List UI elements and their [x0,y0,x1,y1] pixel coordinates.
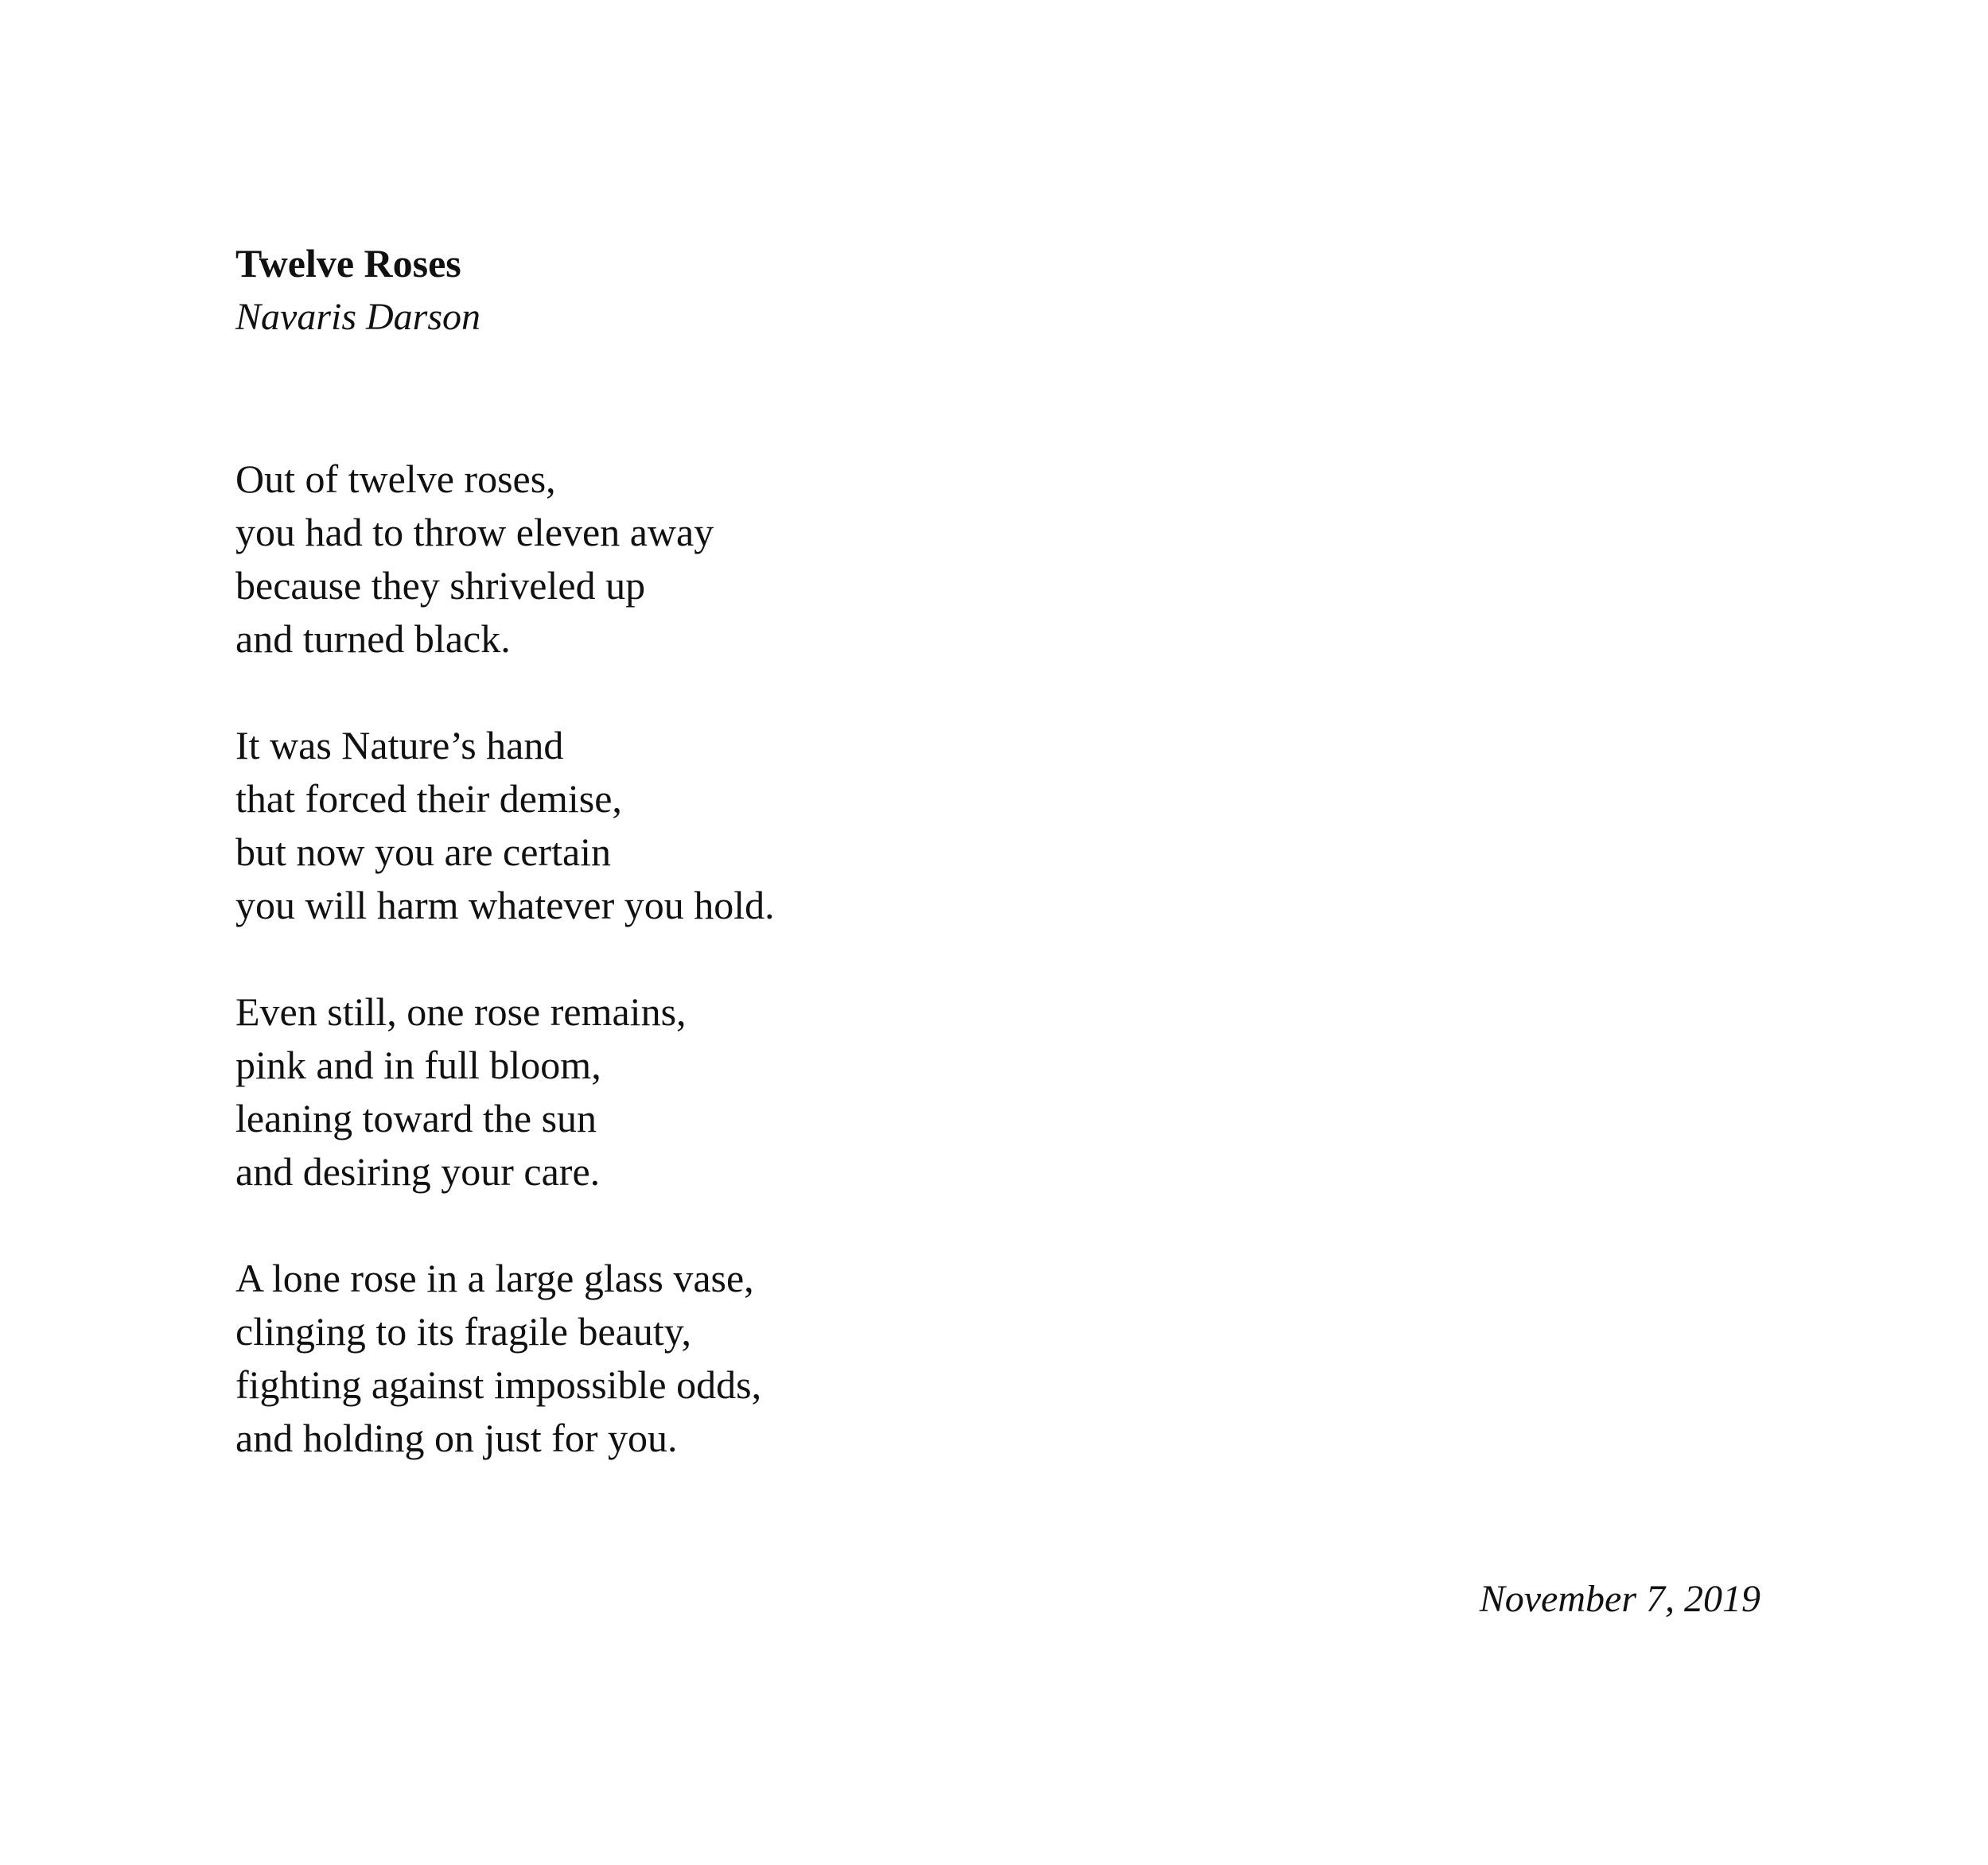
poem-line: that forced their demise, [235,776,622,821]
poem-line: pink and in full bloom, [235,1043,601,1087]
poem-line: you will harm whatever you hold. [235,883,775,927]
poem-line: Even still, one rose remains, [235,989,687,1034]
stanza-1 [235,453,1349,666]
stanza-2 [235,719,1349,932]
poem-title: Twelve Roses [235,241,461,286]
poem-line: but now you are certain [235,830,612,874]
poem-line: A lone rose in a large glass vase, [235,1256,754,1300]
poem-author: Navaris Darson [235,296,481,338]
poem-body [235,453,1349,1518]
poem-line: Out of twelve roses, [235,457,556,501]
poem-line: leaning toward the sun [235,1096,597,1140]
poem-line: and turned black. [235,616,511,661]
poem-line: fighting against impossible odds, [235,1362,762,1407]
poem-line: and desiring your care. [235,1149,601,1194]
poem-date: November 7, 2019 [1479,1578,1760,1620]
poem-line: because they shriveled up [235,563,646,608]
stanza-4 [235,1252,1349,1465]
poem-line: It was Nature’s hand [235,723,564,767]
stanza-3 [235,985,1349,1199]
poem-line: clinging to its fragile beauty, [235,1309,691,1354]
poem-line: you had to throw eleven away [235,510,714,554]
poem-line: and holding on just for you. [235,1416,678,1460]
